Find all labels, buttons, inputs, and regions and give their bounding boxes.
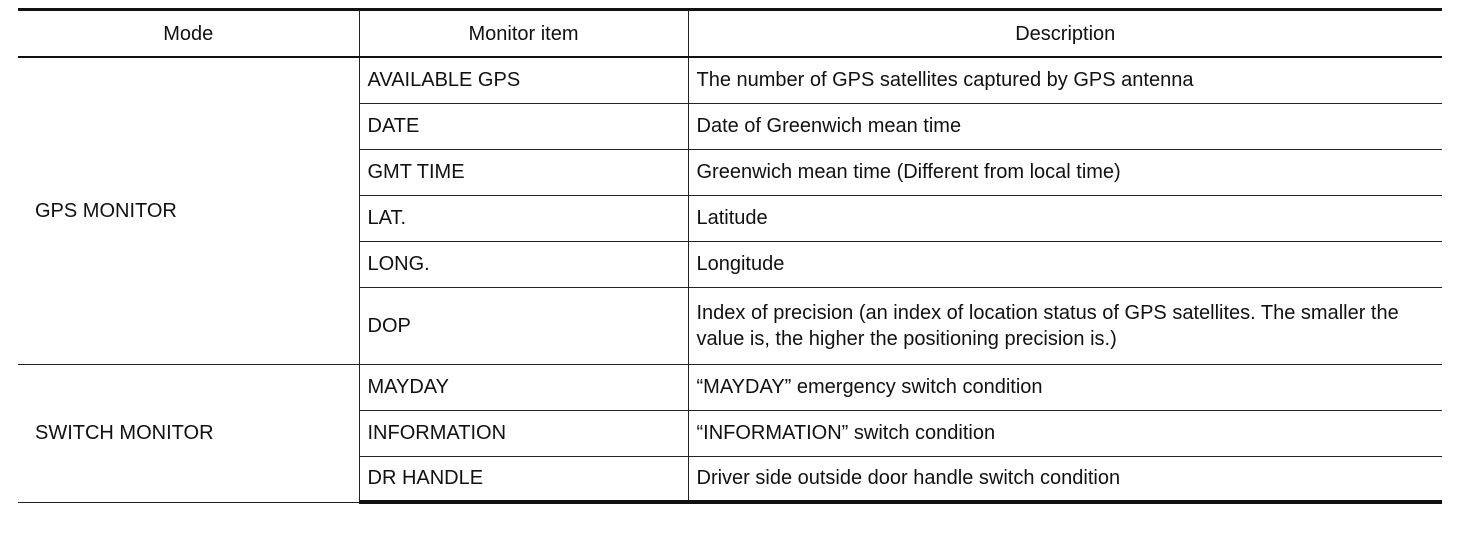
table-row: [18, 364, 1442, 410]
description-cell: “MAYDAY” emergency switch condition: [688, 364, 1442, 410]
description-cell: Date of Greenwich mean time: [688, 103, 1442, 149]
monitor-item-cell: LONG.: [359, 241, 688, 287]
mode-cell-switch-monitor: SWITCH MONITOR: [18, 364, 359, 502]
description-cell: Index of precision (an index of location status of GPS satellites. The smaller the value is, the higher the positioning precision is.): [688, 287, 1442, 364]
description-cell: Latitude: [688, 195, 1442, 241]
header-mode: Mode: [18, 10, 359, 58]
description-cell: Longitude: [688, 241, 1442, 287]
description-cell: The number of GPS satellites captured by GPS antenna: [688, 57, 1442, 103]
monitor-item-cell: AVAILABLE GPS: [359, 57, 688, 103]
header-monitor-item: Monitor item: [359, 10, 688, 58]
description-cell: Greenwich mean time (Different from local time): [688, 149, 1442, 195]
table-row: [18, 57, 1442, 103]
header-description: Description: [688, 10, 1442, 58]
monitor-item-cell: DATE: [359, 103, 688, 149]
description-cell: Driver side outside door handle switch condition: [688, 456, 1442, 502]
monitor-item-table: [18, 8, 1442, 504]
monitor-item-cell: DR HANDLE: [359, 456, 688, 502]
monitor-item-cell: DOP: [359, 287, 688, 364]
monitor-item-cell: LAT.: [359, 195, 688, 241]
monitor-item-cell: MAYDAY: [359, 364, 688, 410]
mode-cell-gps-monitor: GPS MONITOR: [18, 57, 359, 364]
table-header-row: [18, 10, 1442, 58]
monitor-item-cell: INFORMATION: [359, 410, 688, 456]
monitor-item-cell: GMT TIME: [359, 149, 688, 195]
description-cell: “INFORMATION” switch condition: [688, 410, 1442, 456]
